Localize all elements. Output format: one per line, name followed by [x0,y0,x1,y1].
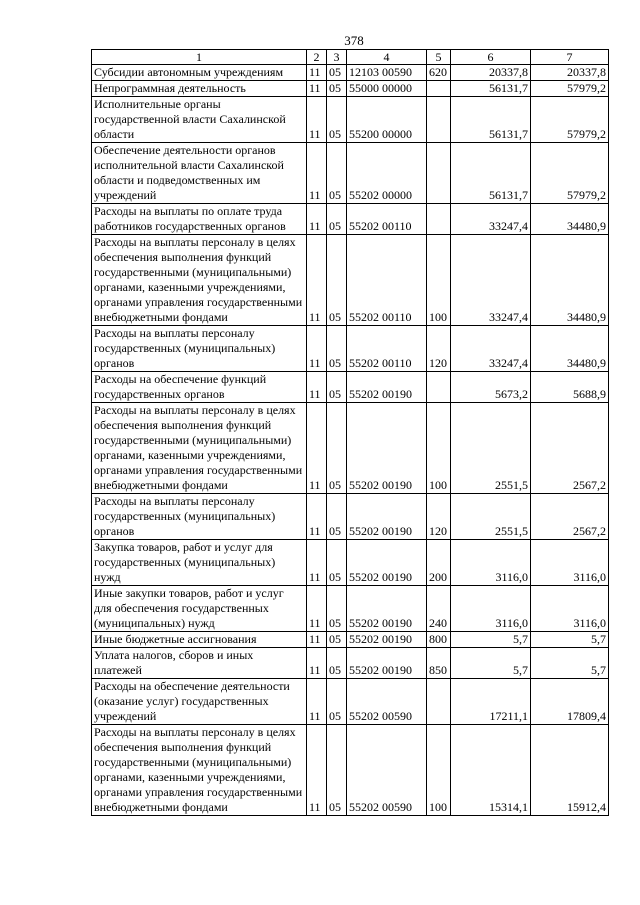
row-name-cell: Расходы на выплаты персоналу государственных (муниципальных) органов [92,494,307,540]
table-row [92,97,609,143]
expense-type-cell: 100 [427,235,451,326]
target-article-cell: 55202 00190 [347,494,427,540]
table-row [92,81,609,97]
amount-year1-cell: 56131,7 [451,143,531,204]
target-article-cell: 55202 00190 [347,632,427,648]
amount-year1-cell: 56131,7 [451,97,531,143]
subsection-code-cell: 05 [327,586,347,632]
section-code-cell: 11 [307,97,327,143]
amount-year2-cell: 5688,9 [531,372,609,403]
column-header: 1 [92,50,307,65]
row-name-cell: Обеспечение деятельности органов исполнительной власти Сахалинской области и подведомственных им учреждений [92,143,307,204]
target-article-cell: 55202 00000 [347,143,427,204]
target-article-cell: 55202 00190 [347,403,427,494]
table-row [92,65,609,81]
amount-year2-cell: 34480,9 [531,204,609,235]
target-article-cell: 55000 00000 [347,81,427,97]
target-article-cell: 55200 00000 [347,97,427,143]
subsection-code-cell: 05 [327,632,347,648]
table-row [92,204,609,235]
column-header: 6 [451,50,531,65]
amount-year2-cell: 5,7 [531,648,609,679]
table-row [92,494,609,540]
amount-year1-cell: 5,7 [451,632,531,648]
target-article-cell: 55202 00590 [347,679,427,725]
target-article-cell: 55202 00110 [347,204,427,235]
section-code-cell: 11 [307,540,327,586]
table-row [92,403,609,494]
amount-year1-cell: 5673,2 [451,372,531,403]
table-row [92,725,609,816]
amount-year2-cell: 15912,4 [531,725,609,816]
section-code-cell: 11 [307,586,327,632]
amount-year1-cell: 5,7 [451,648,531,679]
amount-year2-cell: 2567,2 [531,494,609,540]
row-name-cell: Непрограммная деятельность [92,81,307,97]
subsection-code-cell: 05 [327,403,347,494]
section-code-cell: 11 [307,65,327,81]
section-code-cell: 11 [307,632,327,648]
target-article-cell: 55202 00190 [347,540,427,586]
subsection-code-cell: 05 [327,725,347,816]
expense-type-cell [427,372,451,403]
amount-year1-cell: 33247,4 [451,235,531,326]
page-number: 378 [344,33,364,48]
expense-type-cell: 100 [427,725,451,816]
amount-year2-cell: 57979,2 [531,81,609,97]
section-code-cell: 11 [307,648,327,679]
table-row [92,143,609,204]
expense-type-cell: 120 [427,494,451,540]
budget-table [91,49,609,816]
amount-year2-cell: 34480,9 [531,326,609,372]
row-name-cell: Расходы на обеспечение функций государственных органов [92,372,307,403]
table-body [92,65,609,816]
section-code-cell: 11 [307,81,327,97]
column-header: 4 [347,50,427,65]
subsection-code-cell: 05 [327,648,347,679]
row-name-cell: Расходы на выплаты персоналу в целях обеспечения выполнения функций государственными (муниципальными) органами, казенными учреждениями, органами управления государственными внебюджетными фондами [92,725,307,816]
amount-year1-cell: 56131,7 [451,81,531,97]
amount-year2-cell: 57979,2 [531,143,609,204]
subsection-code-cell: 05 [327,235,347,326]
subsection-code-cell: 05 [327,372,347,403]
subsection-code-cell: 05 [327,204,347,235]
section-code-cell: 11 [307,235,327,326]
amount-year1-cell: 2551,5 [451,494,531,540]
target-article-cell: 55202 00190 [347,372,427,403]
subsection-code-cell: 05 [327,81,347,97]
subsection-code-cell: 05 [327,326,347,372]
section-code-cell: 11 [307,494,327,540]
section-code-cell: 11 [307,725,327,816]
amount-year2-cell: 3116,0 [531,586,609,632]
subsection-code-cell: 05 [327,540,347,586]
target-article-cell: 12103 00590 [347,65,427,81]
amount-year2-cell: 34480,9 [531,235,609,326]
expense-type-cell: 620 [427,65,451,81]
table-row [92,235,609,326]
amount-year2-cell: 17809,4 [531,679,609,725]
expense-type-cell: 800 [427,632,451,648]
column-header: 2 [307,50,327,65]
row-name-cell: Иные бюджетные ассигнования [92,632,307,648]
amount-year2-cell: 3116,0 [531,540,609,586]
expense-type-cell: 100 [427,403,451,494]
column-header: 5 [427,50,451,65]
target-article-cell: 55202 00110 [347,235,427,326]
section-code-cell: 11 [307,679,327,725]
expense-type-cell: 200 [427,540,451,586]
expense-type-cell [427,679,451,725]
amount-year2-cell: 57979,2 [531,97,609,143]
section-code-cell: 11 [307,403,327,494]
table-row [92,586,609,632]
amount-year1-cell: 2551,5 [451,403,531,494]
subsection-code-cell: 05 [327,143,347,204]
row-name-cell: Расходы на выплаты персоналу в целях обеспечения выполнения функций государственными (муниципальными) органами, казенными учреждениями, органами управления государственными внебюджетными фондами [92,403,307,494]
row-name-cell: Иные закупки товаров, работ и услуг для обеспечения государственных (муниципальных) нужд [92,586,307,632]
table-row [92,679,609,725]
table-header-row [92,50,609,65]
expense-type-cell [427,143,451,204]
table-row [92,648,609,679]
column-header: 3 [327,50,347,65]
amount-year2-cell: 5,7 [531,632,609,648]
subsection-code-cell: 05 [327,494,347,540]
subsection-code-cell: 05 [327,97,347,143]
row-name-cell: Расходы на выплаты по оплате труда работников государственных органов [92,204,307,235]
table-row [92,326,609,372]
amount-year2-cell: 20337,8 [531,65,609,81]
row-name-cell: Уплата налогов, сборов и иных платежей [92,648,307,679]
section-code-cell: 11 [307,326,327,372]
amount-year1-cell: 17211,1 [451,679,531,725]
subsection-code-cell: 05 [327,65,347,81]
expense-type-cell [427,97,451,143]
amount-year1-cell: 20337,8 [451,65,531,81]
target-article-cell: 55202 00190 [347,586,427,632]
expense-type-cell: 850 [427,648,451,679]
amount-year1-cell: 33247,4 [451,204,531,235]
column-header: 7 [531,50,609,65]
target-article-cell: 55202 00110 [347,326,427,372]
amount-year1-cell: 15314,1 [451,725,531,816]
table-row [92,540,609,586]
amount-year2-cell: 2567,2 [531,403,609,494]
table-row [92,632,609,648]
row-name-cell: Субсидии автономным учреждениям [92,65,307,81]
expense-type-cell [427,204,451,235]
amount-year1-cell: 33247,4 [451,326,531,372]
subsection-code-cell: 05 [327,679,347,725]
table-row [92,372,609,403]
target-article-cell: 55202 00590 [347,725,427,816]
section-code-cell: 11 [307,204,327,235]
expense-type-cell [427,81,451,97]
expense-type-cell: 240 [427,586,451,632]
row-name-cell: Закупка товаров, работ и услуг для государственных (муниципальных) нужд [92,540,307,586]
target-article-cell: 55202 00190 [347,648,427,679]
expense-type-cell: 120 [427,326,451,372]
row-name-cell: Исполнительные органы государственной власти Сахалинской области [92,97,307,143]
row-name-cell: Расходы на выплаты персоналу государственных (муниципальных) органов [92,326,307,372]
amount-year1-cell: 3116,0 [451,586,531,632]
row-name-cell: Расходы на выплаты персоналу в целях обеспечения выполнения функций государственными (муниципальными) органами, казенными учреждениями, органами управления государственными внебюджетными фондами [92,235,307,326]
section-code-cell: 11 [307,143,327,204]
amount-year1-cell: 3116,0 [451,540,531,586]
section-code-cell: 11 [307,372,327,403]
row-name-cell: Расходы на обеспечение деятельности (оказание услуг) государственных учреждений [92,679,307,725]
